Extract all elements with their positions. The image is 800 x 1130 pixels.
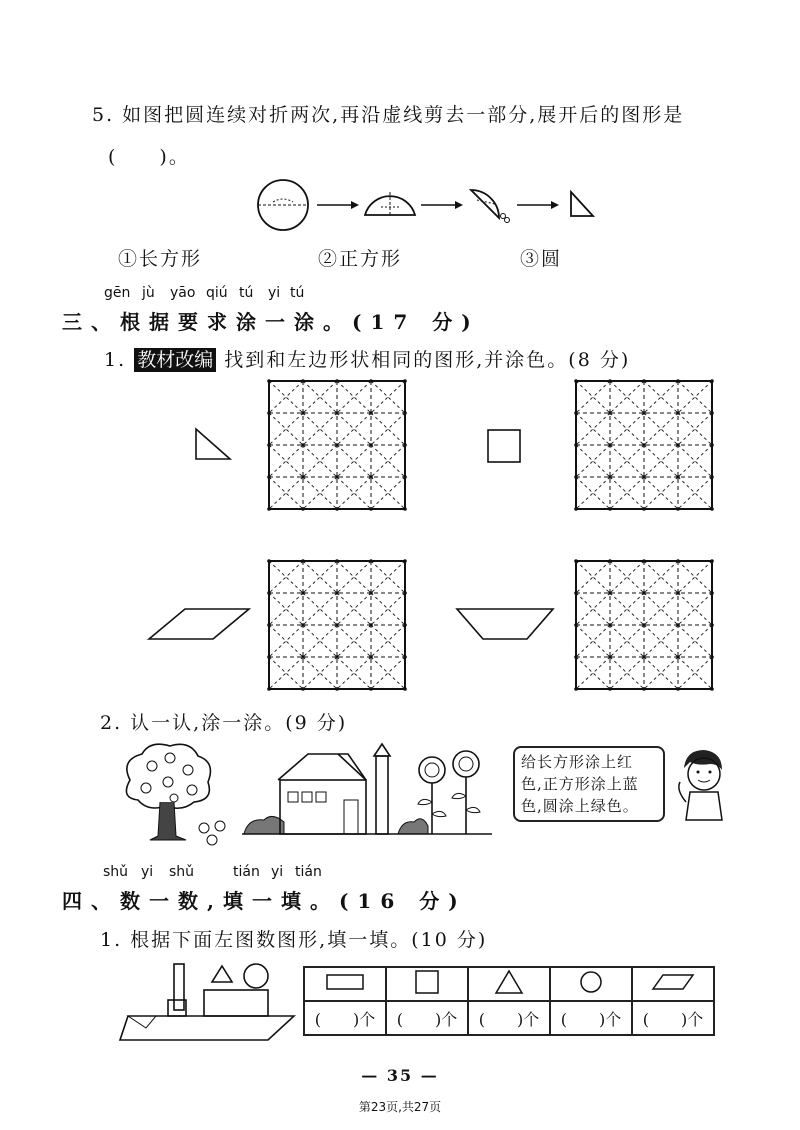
parallelogram-shape — [145, 605, 255, 645]
q5-line1: 5. 如图把圆连续对折两次,再沿虚线剪去一部分,展开后的图形是 — [92, 104, 685, 126]
q5-answer-bracket: ( )。 — [108, 146, 190, 168]
textbook-adapted-badge: 教材改编 — [134, 348, 216, 372]
dot-grid-4[interactable] — [575, 560, 713, 690]
pinyin: yi — [268, 285, 281, 301]
bush-illustration — [244, 816, 428, 834]
chicks-illustration — [199, 821, 225, 845]
coloring-scene[interactable] — [112, 740, 512, 850]
page-number: — 35 — — [361, 1066, 439, 1085]
dot-grid-1[interactable] — [268, 380, 406, 510]
q5-option-2[interactable]: ②正方形 — [318, 248, 403, 270]
triangle-result-step4 — [571, 192, 593, 216]
half-circle-step2 — [365, 192, 415, 215]
arrow-icon — [517, 201, 559, 209]
answer-cell-rectangle[interactable]: ( )个 — [304, 1001, 386, 1035]
fold-sequence-figure — [255, 178, 595, 238]
house-illustration[interactable] — [278, 754, 366, 834]
dot-grid-3[interactable] — [268, 560, 406, 690]
square-shape — [484, 427, 524, 467]
answer-cell-circle[interactable]: ( )个 — [550, 1001, 632, 1035]
arrow-tower-illustration[interactable] — [374, 744, 390, 834]
trapezoid-shape — [453, 605, 558, 645]
pinyin: tú — [239, 285, 254, 301]
pinyin: yi — [271, 864, 284, 880]
square-icon — [386, 967, 468, 1001]
bubble-line: 给长方形涂上红 — [521, 753, 634, 771]
pinyin: shǔ — [169, 864, 195, 880]
pinyin: gēn — [104, 285, 131, 301]
q5-option-1[interactable]: ①长方形 — [118, 248, 203, 270]
arrow-icon — [421, 201, 463, 209]
q1-text: 找到和左边形状相同的图形,并涂色。(8 分) — [224, 349, 631, 371]
section4-q1: 1. 根据下面左图数图形,填一填。(10 分) — [100, 929, 488, 951]
section3-q2: 2. 认一认,涂一涂。(9 分) — [100, 712, 348, 734]
circle-icon — [550, 967, 632, 1001]
arrow-icon — [317, 201, 359, 209]
boy-avatar — [672, 746, 732, 822]
pinyin: tián — [295, 864, 322, 880]
section4-title: 四、数一数,填一填。(16 分) — [62, 889, 467, 913]
section3-title: 三、根据要求涂一涂。(17 分) — [62, 310, 480, 334]
q5-option-3[interactable]: ③圆 — [520, 248, 563, 270]
bubble-line: 色,圆涂上绿色。 — [521, 797, 639, 815]
pinyin: shǔ — [103, 864, 129, 880]
shape-count-table — [303, 966, 715, 1036]
pinyin: qiú — [206, 285, 228, 301]
rectangle-icon — [304, 967, 386, 1001]
circle-fold-step1 — [258, 180, 308, 230]
instruction-speech-bubble — [513, 746, 665, 822]
pinyin: jù — [142, 285, 155, 301]
answer-cell-square[interactable]: ( )个 — [386, 1001, 468, 1035]
table-answer-row — [304, 1001, 714, 1035]
pinyin: yāo — [170, 285, 196, 301]
section3-q1 — [104, 345, 630, 372]
quarter-circle-scissors-step3 — [471, 190, 510, 223]
answer-cell-triangle[interactable]: ( )个 — [468, 1001, 550, 1035]
table-header-row — [304, 967, 714, 1001]
right-triangle-shape — [190, 425, 235, 465]
pinyin: tú — [290, 285, 305, 301]
flower-2-illustration[interactable] — [452, 751, 480, 834]
answer-cell-parallelogram[interactable]: ( )个 — [632, 1001, 714, 1035]
dot-grid-2[interactable] — [575, 380, 713, 510]
tree-illustration[interactable] — [126, 744, 210, 840]
triangle-icon — [468, 967, 550, 1001]
pinyin: tián — [233, 864, 260, 880]
pinyin: yi — [141, 864, 154, 880]
page-count: 第23页,共27页 — [358, 1100, 442, 1114]
ship-shapes-figure — [112, 960, 302, 1045]
parallelogram-icon — [632, 967, 714, 1001]
q1-number: 1. — [104, 349, 127, 371]
bubble-line: 色,正方形涂上蓝 — [521, 775, 639, 793]
